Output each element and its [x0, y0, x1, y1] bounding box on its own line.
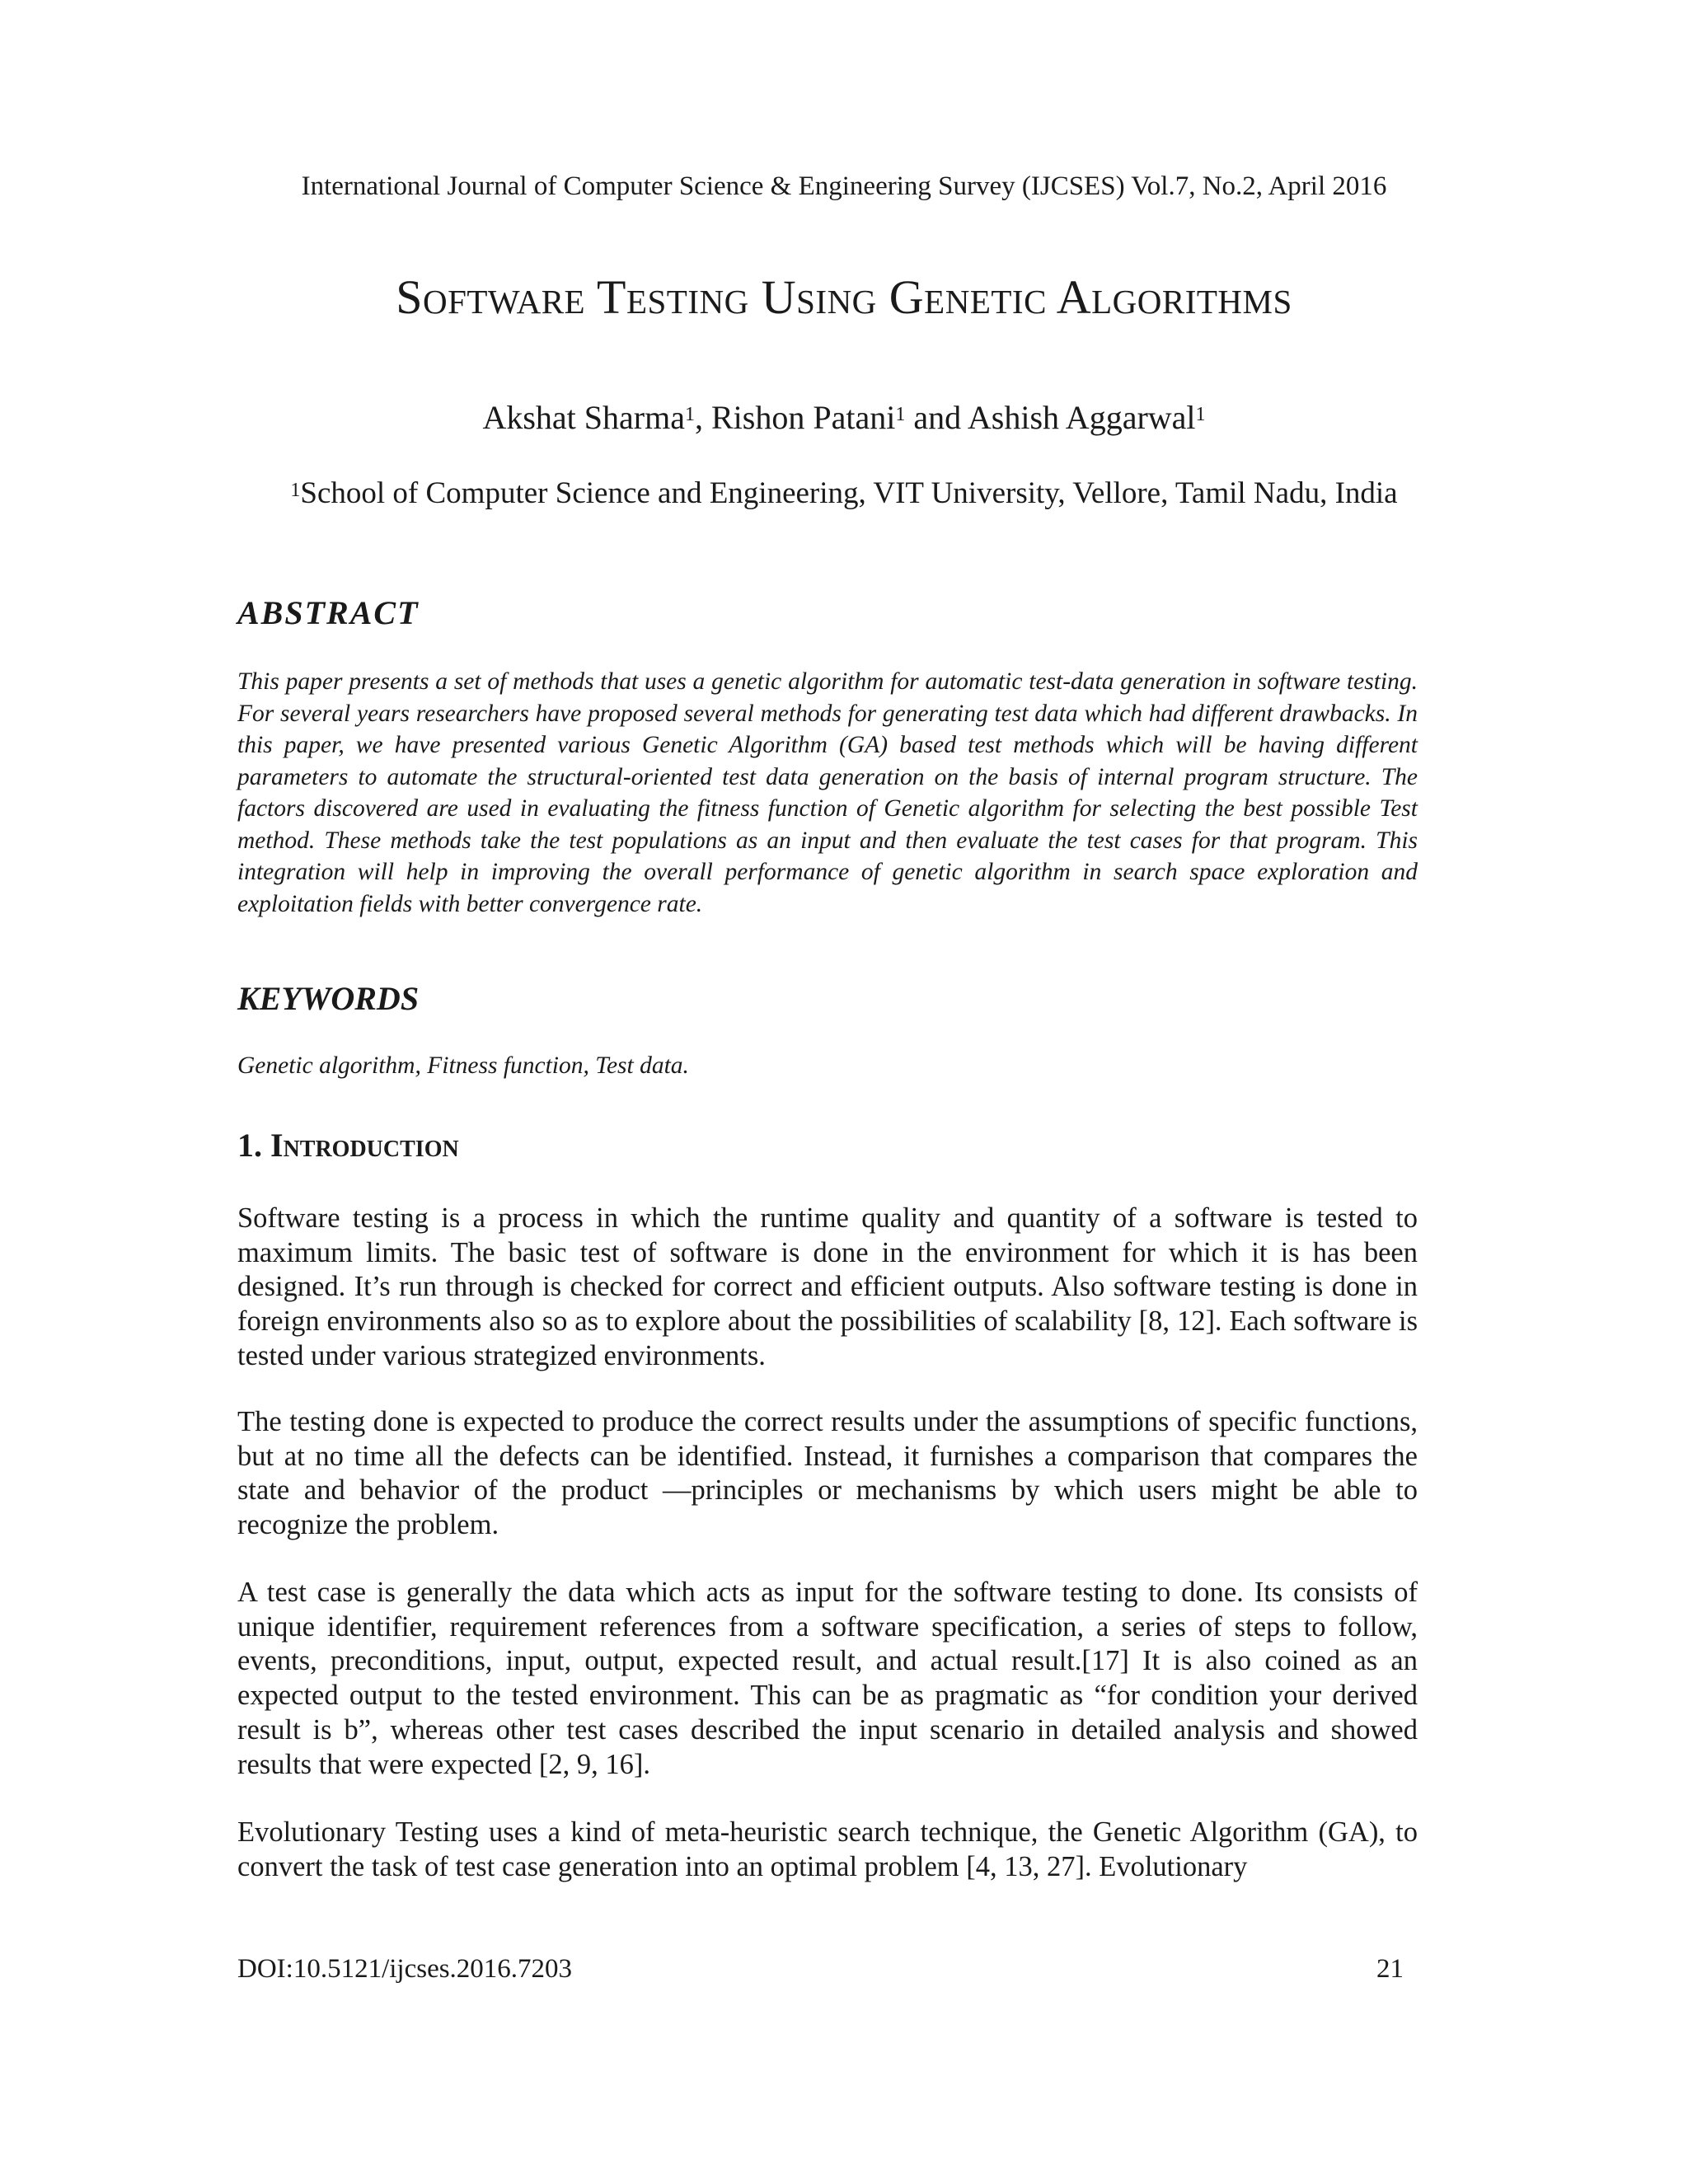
footer-doi: DOI:10.5121/ijcses.2016.7203	[237, 1954, 573, 1984]
paper-title: Software Testing Using Genetic Algorithms	[396, 270, 1292, 324]
abstract-text: This paper presents a set of methods that uses a genetic algorithm for automatic test-data generation in software testing. For several years researchers have proposed several methods for generating test data which had different drawbacks. In this paper, we have presented various Genetic Algorithm (GA) based test methods which will be having different parameters to automate the structural-oriented test data generation on the basis of internal program structure. The factors discovered are used in evaluating the fitness function of Genetic algorithm for selecting the best possible Test method. These methods take the test populations as an input and then evaluate the test cases for that program. This integration will help in improving the overall performance of genetic algorithm in search space exploration and exploitation fields with better convergence rate.	[237, 668, 1418, 917]
author-list	[0, 397, 1688, 438]
author-affil-mark: 1	[1195, 404, 1206, 425]
author-name: Rishon Patani	[710, 399, 896, 436]
author-affil-mark: 1	[684, 404, 695, 425]
body-paragraph: The testing done is expected to produce the correct results under the assumptions of specific functions, but at no time all the defects can be identified. Instead, it furnishes a comparison that compares the state and behavior of the product —principles or mechanisms by which users might be able to recognize the problem.	[237, 1406, 1418, 1541]
body-paragraph: Software testing is a process in which the runtime quality and quantity of a software is tested to maximum limits. The basic test of software is done in the environment for which it is has been designed. It’s run through is checked for correct and efficient outputs. Also software testing is done in foreign environments also so as to explore about the possibilities of scalability [8, 12]. Each software is tested under various strategized environments.	[237, 1202, 1418, 1371]
body-paragraph: Evolutionary Testing uses a kind of meta-heuristic search technique, the Genetic Algorithm (GA), to convert the task of test case generation into an optimal problem [4, 13, 27]. Evolutionary	[237, 1816, 1418, 1882]
author-separator: and	[905, 399, 968, 436]
journal-header: International Journal of Computer Science & Engineering Survey (IJCSES) Vol.7, No.2, April 2016	[301, 171, 1387, 201]
page-number: 21	[1376, 1954, 1404, 1984]
author-name: Akshat Sharma	[482, 399, 685, 436]
keywords-text: Genetic algorithm, Fitness function, Test data.	[237, 1052, 689, 1079]
author-name: Ashish Aggarwal	[967, 399, 1196, 436]
author-separator: ,	[694, 399, 711, 436]
introduction-heading: 1. Introduction	[237, 1127, 459, 1164]
abstract-heading: ABSTRACT	[237, 594, 420, 631]
affiliation-text: School of Computer Science and Engineering, VIT University, Vellore, Tamil Nadu, India	[300, 476, 1398, 510]
keywords-heading: KEYWORDS	[237, 980, 420, 1017]
affiliation-mark: 1	[290, 480, 301, 501]
affiliation	[247, 474, 1441, 513]
body-paragraph: A test case is generally the data which acts as input for the software testing to done. Its consists of unique identifier, requirement references from a software specification, a series of steps to follow, events, preconditions, input, output, expected result, and actual result.[17] It is also coined as an expected output to the tested environment. This can be as pragmatic as “for condition your derived result is b”, whereas other test cases described the input scenario in detailed analysis and showed results that were expected [2, 9, 16].	[237, 1577, 1418, 1780]
author-affil-mark: 1	[895, 404, 906, 425]
